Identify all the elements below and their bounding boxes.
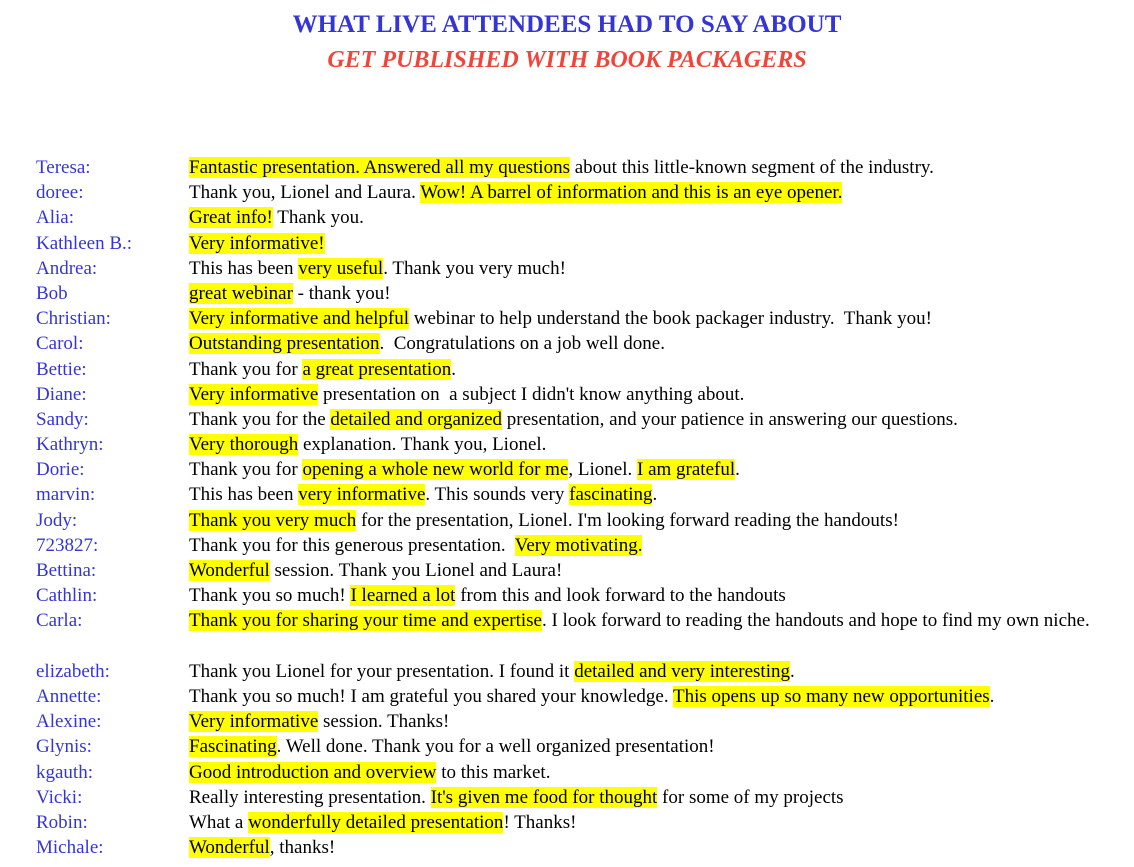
comment-text: This has been: [189, 257, 299, 279]
highlighted-phrase: Good introduction and overview: [189, 761, 437, 783]
highlighted-phrase: opening a whole new world for me: [302, 459, 569, 481]
testimonial-row: [0, 810, 1134, 835]
testimonial-text: [189, 306, 1114, 331]
comment-text: for the presentation, Lionel. I'm looking forward reading the handouts!: [356, 509, 899, 531]
testimonial-text: [189, 331, 1114, 356]
testimonial-text: [189, 407, 1114, 432]
comment-text: about this little-known segment of the industry.: [569, 157, 934, 178]
testimonial-text: [189, 180, 1114, 205]
attendee-name: doree:: [36, 182, 84, 204]
comment-text: presentation on a subject I didn't know anything about.: [318, 383, 745, 405]
attendee-name: Bob: [36, 282, 68, 304]
comment-text: Thank you so much! I am grateful you shared your knowledge.: [189, 685, 674, 707]
testimonial-text: [189, 734, 1114, 759]
testimonial-row: [0, 231, 1134, 256]
testimonial-row: [0, 482, 1134, 507]
highlighted-phrase: Thank you very much: [189, 509, 357, 531]
attendee-name: Christian:: [36, 308, 111, 330]
testimonial-text: [189, 281, 1114, 306]
testimonial-row: [0, 558, 1134, 583]
testimonial-row: [0, 684, 1134, 709]
attendee-name: Jody:: [36, 509, 78, 531]
attendee-name: Michale:: [36, 837, 104, 859]
highlighted-phrase: Outstanding presentation: [189, 333, 380, 355]
testimonial-text: [189, 205, 1114, 230]
attendee-name: Glynis:: [36, 736, 92, 758]
comment-text: Thank you for this generous presentation.: [189, 534, 515, 556]
highlighted-phrase: detailed and organized: [330, 408, 503, 430]
comment-text: presentation, and your patience in answering our questions.: [502, 408, 958, 430]
testimonial-text: [189, 155, 1114, 180]
attendee-name: Cathlin:: [36, 585, 98, 607]
comment-text: session. Thank you Lionel and Laura!: [269, 560, 563, 581]
testimonial-row: [0, 357, 1134, 382]
comment-text: explanation. Thank you, Lionel.: [298, 434, 547, 456]
highlighted-phrase: Very informative!: [189, 232, 325, 254]
highlighted-phrase: I am grateful: [637, 459, 736, 481]
comment-text: Thank you, Lionel and Laura.: [189, 182, 421, 204]
highlighted-phrase: Very thorough: [189, 434, 299, 456]
highlighted-phrase: fascinating: [569, 484, 653, 506]
attendee-name: Andrea:: [36, 257, 98, 279]
testimonial-text: [189, 709, 1114, 734]
testimonial-row: [0, 331, 1134, 356]
comment-text: . This sounds very: [425, 484, 570, 506]
attendee-name: Dorie:: [36, 459, 85, 481]
comment-text: .: [652, 484, 658, 506]
testimonial-text: [189, 583, 1114, 608]
testimonial-text: [189, 810, 1114, 835]
comment-text: Thank you for the: [189, 408, 331, 430]
comment-text: .: [989, 685, 995, 707]
testimonial-text: [189, 508, 1114, 533]
testimonial-text: [189, 785, 1114, 810]
highlighted-phrase: Very motivating.: [514, 534, 643, 556]
attendee-name: Robin:: [36, 811, 88, 833]
testimonial-row: [0, 533, 1134, 558]
attendee-name: Vicki:: [36, 786, 83, 808]
comment-text: webinar to help understand the book packager industry. Thank you!: [409, 308, 932, 330]
testimonial-row: [0, 785, 1134, 810]
highlighted-phrase: Thank you for sharing your time and expertise: [189, 610, 542, 632]
testimonial-text: [189, 659, 1114, 684]
testimonial-row: [0, 407, 1134, 432]
testimonial-list: [0, 155, 1134, 860]
testimonial-text: [189, 457, 1114, 482]
testimonial-row: [0, 659, 1134, 684]
testimonial-row: [0, 608, 1134, 658]
attendee-name: Kathryn:: [36, 434, 104, 456]
testimonial-row: [0, 155, 1134, 180]
highlighted-phrase: great webinar: [189, 282, 293, 304]
attendee-name: Bettie:: [36, 358, 87, 380]
comment-text: .: [451, 358, 456, 380]
comment-text: Thank you so much!: [189, 585, 351, 607]
testimonial-row: [0, 281, 1134, 306]
comment-text: , Lionel.: [568, 459, 637, 481]
testimonial-text: [189, 533, 1114, 558]
attendee-name: Annette:: [36, 685, 102, 707]
highlighted-phrase: very useful: [298, 257, 384, 279]
comment-text: to this market.: [436, 761, 551, 783]
attendee-name: Alia:: [36, 207, 74, 229]
attendee-name: marvin:: [36, 484, 96, 506]
highlighted-phrase: Wonderful: [189, 560, 270, 581]
testimonial-text: [189, 835, 1114, 860]
attendee-name: 723827:: [36, 534, 99, 556]
comment-text: Thank you for: [189, 459, 303, 481]
comment-text: - thank you!: [292, 282, 391, 304]
highlighted-phrase: very informative: [298, 484, 426, 506]
comment-text: Thank you for: [189, 358, 303, 380]
testimonial-row: [0, 835, 1134, 860]
comment-text: What a: [189, 811, 249, 833]
testimonial-row: [0, 508, 1134, 533]
comment-text: . I look forward to reading the handouts and hope to find my own niche.: [541, 610, 1090, 632]
highlighted-phrase: detailed and very interesting: [574, 660, 790, 682]
testimonial-text: [189, 357, 1114, 382]
testimonial-row: [0, 432, 1134, 457]
comment-text: . Thank you very much!: [383, 257, 566, 279]
testimonial-row: [0, 180, 1134, 205]
testimonial-row: [0, 256, 1134, 281]
testimonial-row: [0, 457, 1134, 482]
attendee-name: Carol:: [36, 333, 84, 355]
testimonial-text: [189, 256, 1114, 281]
testimonial-row: [0, 760, 1134, 785]
attendee-name: Bettina:: [36, 560, 97, 581]
highlighted-phrase: Fantastic presentation. Answered all my questions: [189, 157, 570, 178]
testimonial-row: [0, 382, 1134, 407]
comment-text: for some of my projects: [657, 786, 844, 808]
comment-text: session. Thanks!: [318, 711, 450, 733]
attendee-name: Kathleen B.:: [36, 232, 133, 254]
attendee-name: Alexine:: [36, 711, 102, 733]
comment-text: from this and look forward to the handouts: [455, 585, 786, 607]
attendee-name: Diane:: [36, 383, 87, 405]
comment-text: . Congratulations on a job well done.: [379, 333, 665, 355]
attendee-name: elizabeth:: [36, 660, 110, 682]
testimonial-text: [189, 382, 1114, 407]
comment-text: .: [789, 660, 795, 682]
testimonial-text: [189, 231, 1114, 256]
highlighted-phrase: Wow! A barrel of information and this is an eye opener.: [420, 182, 843, 204]
highlighted-phrase: This opens up so many new opportunities: [673, 685, 990, 707]
testimonial-text: [189, 558, 1114, 583]
testimonial-text: [189, 684, 1114, 709]
testimonial-row: [0, 583, 1134, 608]
testimonial-row: [0, 734, 1134, 759]
comment-text: .: [735, 459, 740, 481]
comment-text: Really interesting presentation.: [189, 786, 431, 808]
testimonial-text: [189, 482, 1114, 507]
highlighted-phrase: Very informative and helpful: [189, 308, 410, 330]
comment-text: . Well done. Thank you for a well organized presentation!: [276, 736, 715, 758]
attendee-name: Sandy:: [36, 408, 89, 430]
highlighted-phrase: wonderfully detailed presentation: [248, 811, 504, 833]
comment-text: , thanks!: [269, 837, 336, 859]
highlighted-phrase: Very informative: [189, 711, 319, 733]
testimonial-text: [189, 608, 1114, 633]
highlighted-phrase: Fascinating: [189, 736, 277, 758]
comment-text: ! Thanks!: [503, 811, 577, 833]
testimonial-text: [189, 432, 1114, 457]
highlighted-phrase: I learned a lot: [350, 585, 456, 607]
comment-text: Thank you Lionel for your presentation. I found it: [189, 660, 575, 682]
attendee-name: kgauth:: [36, 761, 93, 783]
attendee-name: Carla:: [36, 610, 83, 632]
highlighted-phrase: It's given me food for thought: [430, 786, 658, 808]
highlighted-phrase: a great presentation: [302, 358, 452, 380]
testimonial-text: [189, 760, 1114, 785]
testimonial-row: [0, 205, 1134, 230]
comment-text: This has been: [189, 484, 299, 506]
testimonial-row: [0, 709, 1134, 734]
page-title: WHAT LIVE ATTENDEES HAD TO SAY ABOUT: [292, 11, 842, 38]
page-subtitle: GET PUBLISHED WITH BOOK PACKAGERS: [327, 47, 807, 73]
attendee-name: Teresa:: [36, 157, 91, 178]
comment-text: Thank you.: [272, 207, 364, 229]
highlighted-phrase: Great info!: [189, 207, 273, 229]
highlighted-phrase: Wonderful: [189, 837, 270, 859]
highlighted-phrase: Very informative: [189, 383, 319, 405]
testimonial-row: [0, 306, 1134, 331]
